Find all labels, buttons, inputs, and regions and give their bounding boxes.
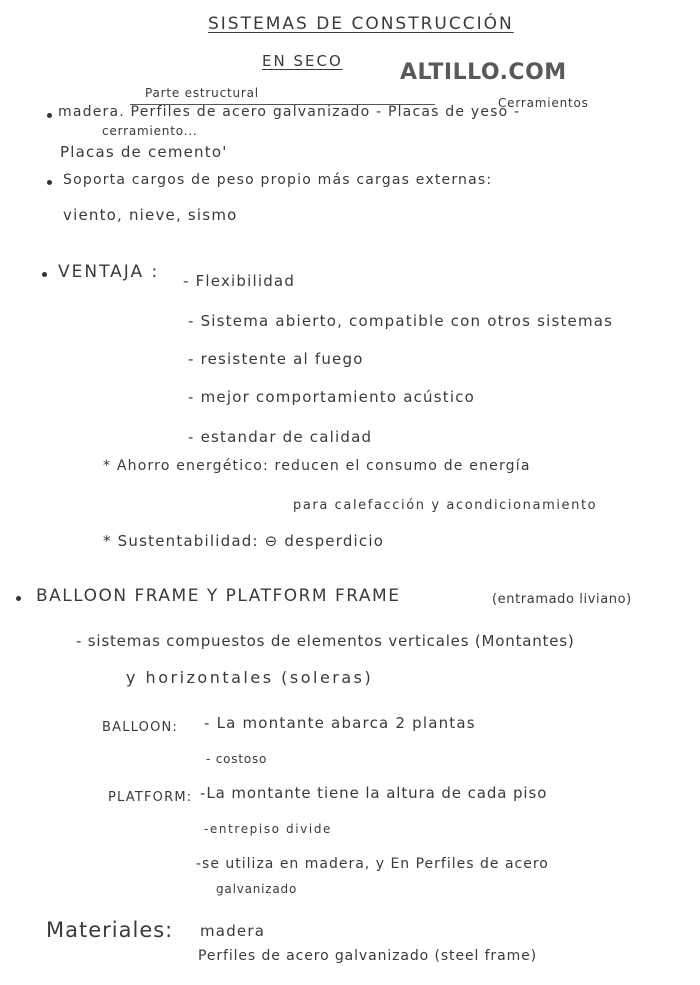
balloon-label: BALLOON:: [102, 720, 179, 735]
section1-line2: Placas de cemento': [60, 143, 228, 161]
ventaja-item: - mejor comportamiento acústico: [188, 388, 476, 406]
bullet: [42, 272, 47, 277]
page-subtitle: EN SECO: [262, 52, 343, 70]
balloon-desc1: - sistemas compuestos de elementos verticales (Montantes): [76, 632, 575, 650]
platform-item: -se utiliza en madera, y En Perfiles de acero: [196, 856, 549, 872]
balloon-desc2: y horizontales (soleras): [126, 668, 374, 687]
materiales-label: Materiales:: [46, 918, 174, 942]
bullet: [47, 113, 52, 118]
sustentabilidad: * Sustentabilidad: ⊖ desperdicio: [103, 532, 385, 550]
platform-label: PLATFORM:: [108, 790, 193, 805]
balloon-heading: BALLOON FRAME Y PLATFORM FRAME: [36, 586, 401, 606]
materiales-item: Perfiles de acero galvanizado (steel frame): [198, 948, 537, 964]
ventaja-item: - resistente al fuego: [188, 350, 364, 368]
platform-item: -La montante tiene la altura de cada piso: [200, 784, 548, 802]
bullet: [16, 596, 21, 601]
platform-item: -entrepiso divide: [204, 822, 333, 836]
label-estructural: Parte estructural: [145, 86, 259, 100]
watermark: ALTILLO.COM: [400, 60, 567, 85]
soporta-line1: Soporta cargos de peso propio más cargas externas:: [63, 172, 493, 188]
label-cerramiento: cerramiento...: [102, 124, 198, 138]
soporta-line2: viento, nieve, sismo: [63, 206, 238, 224]
ventaja-item: - Flexibilidad: [183, 272, 296, 290]
balloon-heading-note: (entramado liviano): [492, 592, 632, 607]
ventaja-item: - estandar de calidad: [188, 428, 373, 446]
ahorro-line1: * Ahorro energético: reducen el consumo de energía: [103, 458, 531, 474]
bullet: [47, 180, 52, 185]
balloon-item: - costoso: [206, 752, 268, 766]
ahorro-line2: para calefacción y acondicionamiento: [293, 498, 598, 513]
label-cerramientos: Cerramientos: [498, 96, 589, 110]
ventaja-label: VENTAJA :: [58, 262, 160, 282]
page-title: SISTEMAS DE CONSTRUCCIÓN: [208, 14, 514, 34]
materiales-item: madera: [200, 922, 266, 940]
ventaja-item: - Sistema abierto, compatible con otros sistemas: [188, 312, 614, 330]
section1-line1: madera. Perfiles de acero galvanizado - Placas de yeso -: [58, 104, 521, 120]
platform-item: galvanizado: [216, 882, 298, 896]
balloon-item: - La montante abarca 2 plantas: [204, 714, 476, 732]
